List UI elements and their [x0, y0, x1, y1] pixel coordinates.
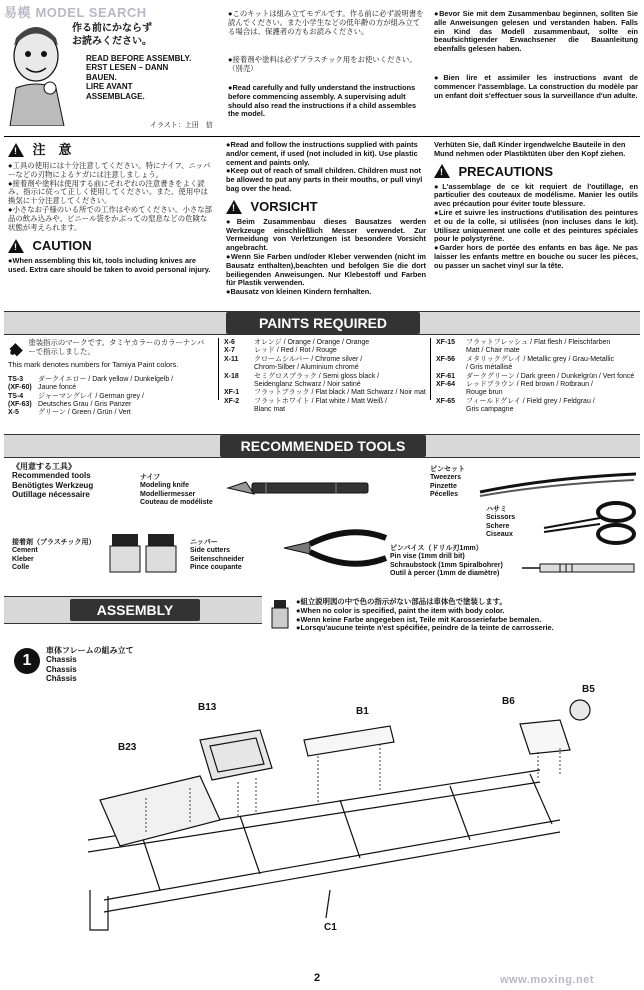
page-number: 2: [314, 972, 321, 984]
intro-jp2: ●接着剤や塗料は必ずプラスチック用をお使いください。（別売）: [228, 55, 417, 73]
step-title-en: Chassis: [46, 655, 77, 665]
paint-code: (XF-63): [8, 401, 32, 409]
paint-name: Jaune foncé: [38, 384, 77, 392]
tool-pinvise-fr: Outil à percer (1mm de diamètre): [390, 570, 500, 578]
paint-name: フラットホワイト / Flat white / Matt Weiß /: [254, 397, 387, 405]
paint-row: [224, 356, 424, 364]
tool-tweezers-en: Tweezers: [430, 474, 461, 482]
paint-row: [436, 381, 642, 389]
tool-knife-jp: ナイフ: [140, 474, 161, 481]
paint-code: XF-15: [436, 339, 456, 346]
caution-en-de-block: [226, 141, 426, 297]
divider: [4, 136, 640, 137]
paint-row: [8, 384, 208, 392]
modeling-knife-icon: [226, 478, 372, 498]
intro-jp: ●このキットは組み立てモデルです。作る前に必ず説明書を読んでください。また小学生などの低年齢の方が組み立てる場合は、保護者の方もお読みください。: [228, 9, 424, 36]
intro-en: ●Read carefully and fully understand the instructions before commencing assembly. A supervising adult should also read the instructions if a child assembles the model.: [228, 83, 417, 119]
paint-name: Chrom-Silber / Aluminium chromé: [254, 364, 359, 372]
watermark-url: www.moxing.net: [500, 974, 594, 986]
tool-pinvise-de: Schraubstock (1mm Spiralbohrer): [390, 561, 503, 569]
paint-row: [224, 373, 424, 381]
read-before-en-1: READ BEFORE ASSEMBLY.: [86, 54, 192, 63]
tool-cutters-jp: ニッパー: [190, 539, 218, 546]
paint-code: X-5: [8, 409, 19, 417]
part-label-c1: C1: [324, 922, 337, 933]
assembly-note-de: ●Wenn keine Farbe angegeben ist, Teile mit Karosseriefarbe bemalen.: [296, 614, 542, 624]
tool-tweezers-de: Pinzette: [430, 482, 457, 490]
chassis-diagram: [60, 690, 640, 960]
caution-warning-icon: [8, 143, 24, 157]
caution-jp-body: ●工具の使用には十分注意してください。特にナイフ、ニッパーなどの刃物によるケガには注意しましょう。 ●接着剤や塗料は使用する前にそれぞれの注意書きをよく読み、指示に従って正しく使用してください。また、使用中は換気に十分注意してください。 ●小さなお子様のいる所での工作はやめてください。小さな部品の飲み込みや、ビニール袋をかぶっての窒息などの危険な状態が考えられます。: [8, 161, 213, 232]
paint-row: [224, 398, 424, 406]
soldier-illustration-icon: [6, 16, 68, 126]
paint-name: ダークグリーン / Dark green / Dunkelgrün / Vert foncé: [466, 372, 635, 380]
tools-heading-de: Benötigtes Werkzeug: [12, 480, 94, 490]
paint-row: [436, 389, 642, 397]
tool-pinvise-label: [390, 545, 503, 579]
read-before-en-2: ERST LESEN – DANN: [86, 63, 169, 73]
paint-name: Matt / Chair mate: [466, 347, 520, 355]
precautions-warning-icon: [434, 164, 450, 178]
paint-code: X-18: [224, 372, 239, 380]
caution-en-warning-icon: [8, 239, 24, 253]
paint-row: [436, 364, 642, 372]
paint-name: / Gris métallisé: [466, 364, 513, 372]
paint-row: [224, 406, 424, 414]
paint-code: X-7: [224, 347, 235, 355]
assembly-title: ASSEMBLY: [70, 599, 200, 621]
paints-col1: [8, 339, 208, 418]
tool-pinvise-en: Pin vise (1mm drill bit): [390, 553, 465, 561]
tools-heading-jp: 《用意する工具》: [12, 462, 76, 471]
paint-row: [224, 389, 424, 397]
part-label-b13: B13: [198, 702, 217, 713]
tool-knife-fr: Couteau de modéliste: [140, 499, 213, 507]
read-before-jp-1: 作る前にかならず: [72, 23, 152, 34]
step-number: 1: [14, 648, 40, 674]
tools-heading-en: Recommended tools: [12, 471, 91, 481]
paint-name: クロームシルバー / Chrome silver /: [254, 355, 363, 363]
tool-knife-en: Modeling knife: [140, 482, 189, 490]
assembly-note-jp: ●組立説明図の中で色の指示がない部品は車体色で塗装します。: [296, 597, 507, 606]
tool-cutters-en: Side cutters: [190, 547, 231, 555]
watermark-text: MODEL SEARCH: [35, 5, 147, 20]
assembly-note-en: ●When no color is specified, paint the item with body color.: [296, 605, 505, 615]
step-title-fr: Châssis: [46, 674, 77, 684]
caution-de-body2: Verhüten Sie, daß Kinder irgendwelche Bauteile in den Mund nehmen oder Plastiktüten über den Kopf ziehen.: [434, 140, 626, 158]
step-title-de: Chassis: [46, 664, 77, 674]
caution-fr-block: [434, 141, 638, 271]
tweezers-icon: [478, 470, 638, 500]
part-label-b6: B6: [502, 696, 515, 707]
paint-row: [8, 393, 208, 401]
paint-code: (XF-60): [8, 384, 32, 392]
tool-cutters-de: Seitenschneider: [190, 555, 245, 563]
tool-pinvise-jp: ピンバイス（ドリル刃1mm）: [390, 545, 483, 552]
tool-cutters-label: [190, 539, 244, 573]
tool-scissors-jp: ハサミ: [486, 506, 507, 513]
paint-code: TS-3: [8, 375, 24, 383]
paint-code: XF-2: [224, 397, 240, 405]
pin-vise-icon: [520, 560, 638, 576]
tool-scissors-fr: Ciseaux: [486, 531, 513, 539]
paints-note-jp: 塗装指示のマークです。タミヤカラーのカラーナンバーで指示しました。: [28, 338, 205, 356]
paint-code: XF-1: [224, 389, 240, 397]
read-before-en-4: LIRE AVANT: [86, 82, 133, 92]
paint-row: [8, 376, 208, 384]
illustration-credit: イラスト：上田 信: [150, 122, 213, 129]
paint-row: [224, 347, 424, 355]
caution-en-body: ●When assembling this kit, tools including knives are used. Extra care should be taken to avoid personal injury.: [8, 256, 211, 275]
caution-fr-title: PRECAUTIONS: [458, 163, 554, 179]
caution-fr-body: ●L'assemblage de ce kit requiert de l'outillage, en particulier des couteaux de modélisme. Manier les outils avec précaution pour éviter toute blessure. ●Lire et suivre les instructions d'utilisation des peintures et ou de la colle, si utilisées (non incluses dans le kit). Utilisez uniquement une colle et des peintures spéciales pour le polystyrène. ●Garder hors de portée des enfants en bas âge. Ne pas laisser les enfants mettre en bouche ou sucer les pièces, ou passer un sachet vinyl sur la tête.: [434, 181, 638, 270]
assembly-notes: [296, 598, 636, 633]
paint-code: XF-61: [436, 372, 456, 380]
tool-scissors-de: Schere: [486, 522, 510, 530]
tool-cement-fr: Colle: [12, 564, 30, 572]
tool-cement-en: Cement: [12, 547, 38, 555]
tools-heading: [12, 462, 132, 500]
tool-tweezers-fr: Pécelles: [430, 491, 459, 499]
vorsicht-warning-icon: [226, 200, 242, 214]
paint-name: グリーン / Green / Grün / Vert: [38, 409, 131, 417]
tool-cement-de: Kleber: [12, 555, 34, 563]
paint-row: [224, 364, 424, 372]
cement-bottles-icon: [108, 528, 180, 576]
tool-cement-jp: 接着剤（プラスチック用）: [12, 539, 96, 546]
paint-row: [436, 339, 642, 347]
caution-de-body: ●Beim Zusammenbau dieses Bausatzes werden Werkzeuge einschließlich Messer verwendet. Zur Vermeidung von Verletzungen ist besondere Vorsicht angebracht. ●Wenn Sie Farben und/oder Kleber verwenden (nicht im Bausatz enthalten),beachten und befolgen Sie die dort beiliegenden Anweisungen. Nur Klebestoff und Farben für Plastik verwenden. ●Bausatz von kleinen Kindern fernhalten.: [226, 216, 426, 297]
paint-code: XF-65: [436, 397, 456, 405]
part-label-b23: B23: [118, 742, 137, 753]
paint-name: ジャーマングレイ / German grey /: [38, 392, 144, 400]
caution-jp-title: 注 意: [32, 142, 72, 157]
paint-row: [436, 406, 642, 414]
paint-code: XF-64: [436, 381, 456, 389]
paint-name: フラットブラック / Flat black / Matt Schwarz / Noir mat: [254, 389, 426, 397]
paint-code: XF-56: [436, 355, 456, 363]
paint-name: セミグロスブラック / Semi gloss black /: [254, 372, 380, 380]
paint-mark-icon: [8, 339, 24, 359]
paint-row: [8, 409, 208, 417]
watermark-brand: 易模: [4, 5, 32, 20]
read-before-jp-2: お読みください。: [72, 36, 152, 47]
paints-divider-2: [430, 338, 431, 400]
paints-title: PAINTS REQUIRED: [226, 312, 420, 334]
tool-tweezers-jp: ピンセット: [430, 466, 465, 473]
tools-title: RECOMMENDED TOOLS: [220, 435, 426, 457]
paints-col3: [436, 339, 642, 415]
paint-name: Deutsches Grau / Gris Panzer: [38, 401, 132, 409]
step-title: [46, 646, 134, 684]
caution-jp-block: [8, 139, 214, 275]
tool-scissors-label: [486, 506, 515, 540]
assembly-note-fr: ●Lorsqu'aucune teinte n'est spécifiée, peindre de la teinte de carrosserie.: [296, 623, 554, 633]
paint-row: [436, 398, 642, 406]
paint-code: TS-4: [8, 392, 24, 400]
tool-tweezers-label: [430, 466, 465, 500]
paints-col2: [224, 339, 424, 415]
tools-heading-fr: Outillage nécessaire: [12, 490, 90, 500]
paint-code: X-11: [224, 355, 239, 363]
step-title-jp: 車体フレームの組み立て: [46, 646, 134, 655]
part-label-b5: B5: [582, 684, 595, 695]
read-before-en-3: BAUEN.: [86, 72, 117, 82]
paint-row: [436, 373, 642, 381]
paint-row: [436, 347, 642, 355]
paint-name: フィールドグレイ / Field grey / Feldgrau /: [466, 397, 595, 405]
paint-name: Rouge brun: [466, 389, 503, 397]
paint-name: Gris campagne: [466, 406, 514, 414]
intro-fr: ●Bien lire et assimiler les instructions avant de commencer l'assemblage. La construction du modèle par un enfant doit s'effectuer sous la surveillance d'un adulte.: [434, 73, 638, 100]
paint-name: ダークイエロー / Dark yellow / Dunkelgelb /: [38, 375, 174, 383]
caution-en-title: CAUTION: [32, 238, 92, 254]
paint-row: [436, 356, 642, 364]
paint-name: レッド / Red / Rot / Rouge: [254, 347, 337, 355]
paint-name: メタリックグレイ / Metallic grey / Grau-Metallic: [466, 355, 614, 363]
scissors-icon: [540, 498, 640, 546]
intro-de: ●Bevor Sie mit dem Zusammenbau beginnen, sollten Sie alle Anweisungen gelesen und verstanden haben. Falls ein Kind das Modell zusammenbaut, sollte ein beaufsichtigender Erwachsener die Bauanleitung ebenfalls gelesen haben.: [434, 9, 638, 54]
tool-scissors-en: Scissors: [486, 514, 516, 522]
read-before-block: [72, 22, 202, 101]
part-label-b1: B1: [356, 706, 369, 717]
paint-code: X-6: [224, 339, 235, 346]
side-cutters-icon: [280, 520, 390, 576]
tool-cement-label: [12, 539, 95, 573]
paints-note-en: This mark denotes numbers for Tamiya Paint colors.: [8, 360, 179, 369]
caution-en-body2: ●Read and follow the instructions supplied with paints and/or cement, if used (not included in kit). Use plastic cement and paints only. ●Keep out of reach of small children. Children must not be allowed to put any parts in their mouths, or pull vinyl bag over the head.: [226, 140, 423, 193]
paint-name: レッドブラウン / Red brown / Rotbraun /: [466, 381, 593, 389]
read-before-en-5: ASSEMBLAGE.: [86, 91, 145, 101]
caution-de-title: VORSICHT: [250, 198, 318, 214]
tool-cutters-fr: Pince coupante: [190, 564, 242, 572]
paint-name: オレンジ / Orange / Orange / Orange: [254, 339, 370, 346]
paints-divider-1: [218, 338, 219, 400]
paint-name: Blanc mat: [254, 406, 286, 414]
paint-bottle-icon: [270, 598, 290, 630]
paint-name: Seidenglanz Schwarz / Noir satiné: [254, 381, 361, 389]
tool-knife-de: Modelliermesser: [140, 490, 196, 498]
header-illustration: [6, 16, 68, 126]
paint-name: フラットフレッシュ / Flat flesh / Fleischfarben: [466, 339, 611, 346]
tool-knife-label: [140, 474, 213, 508]
